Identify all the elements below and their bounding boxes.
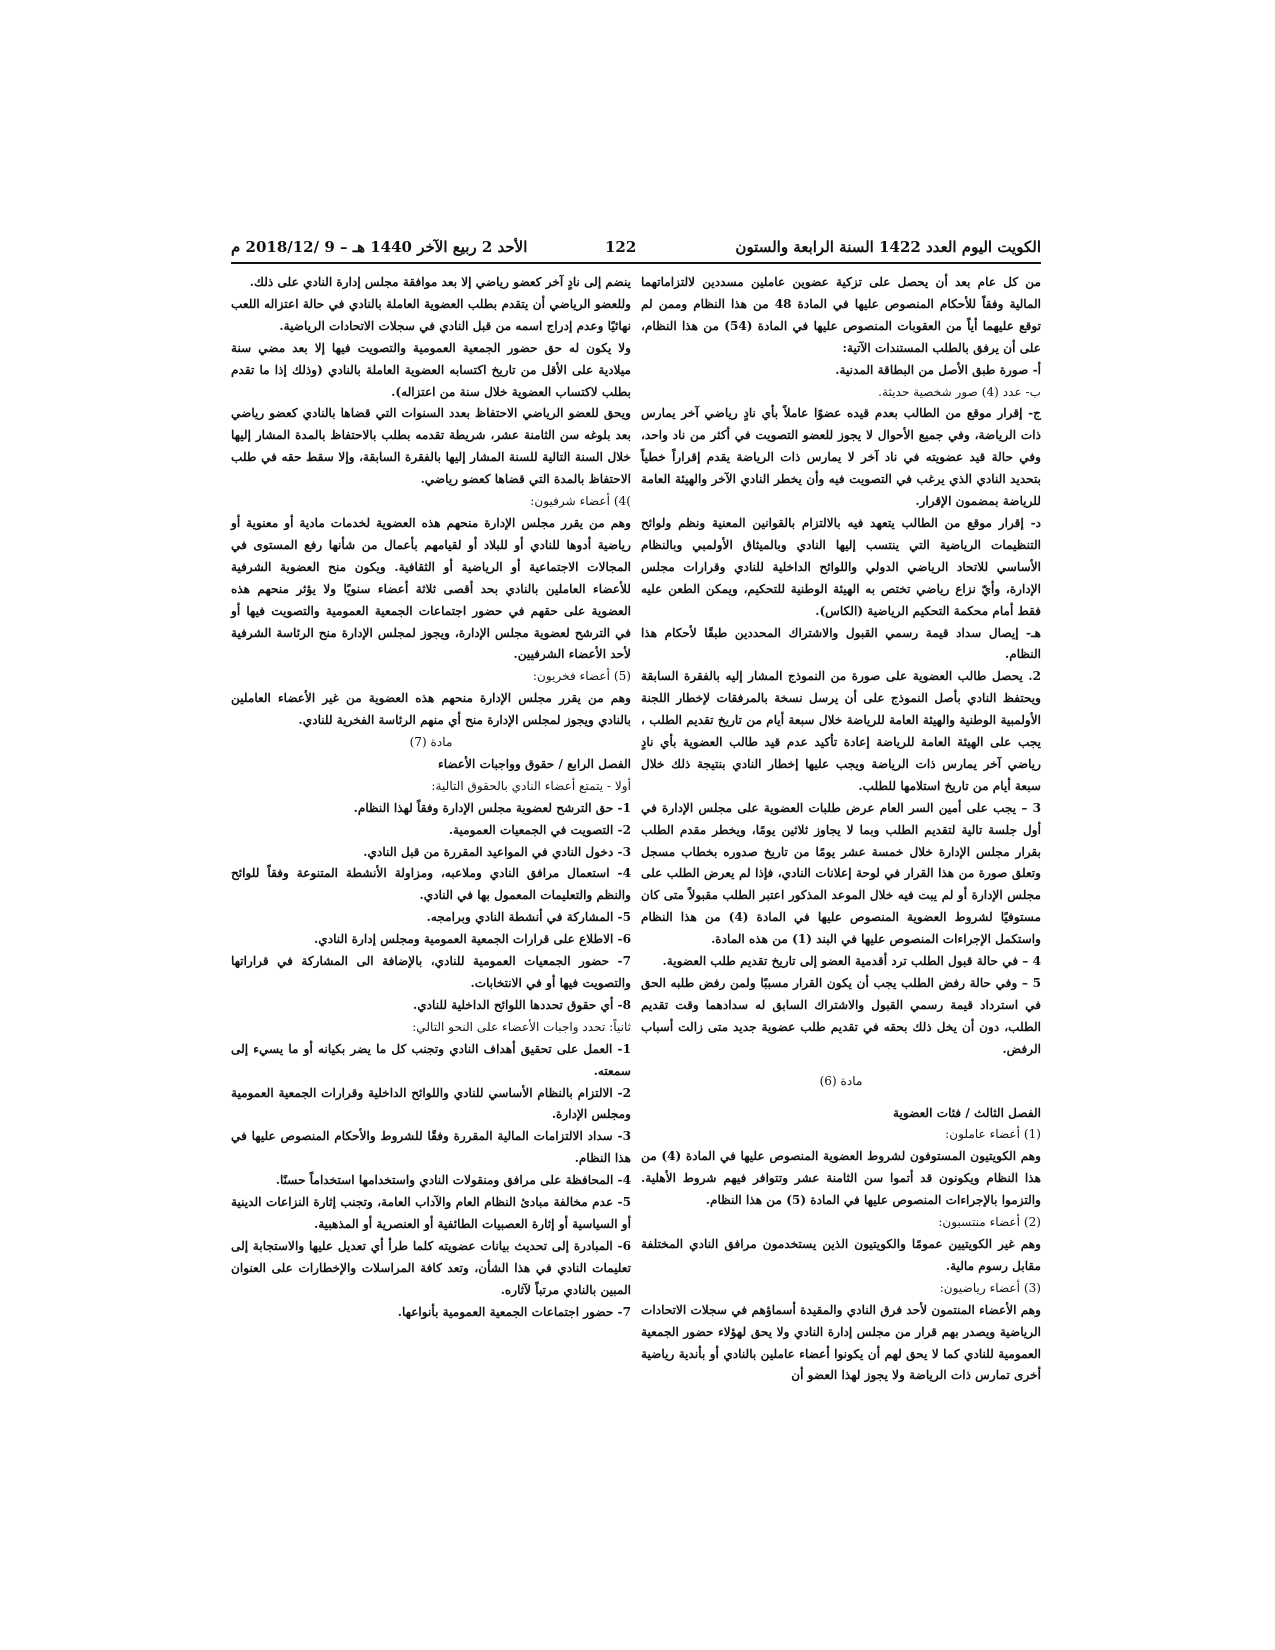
paragraph: (2) أعضاء منتسبون:: [938, 1215, 1041, 1230]
paragraph: 7- حضور اجتماعات الجمعية العمومية بأنواعها.: [397, 1304, 631, 1319]
page-number: 122: [605, 238, 637, 256]
paragraph: 2- الالتزام بالنظام الأساسي للنادي واللوائح الداخلية وقرارات الجمعية العمومية ومجلس الإدارة.: [231, 1085, 631, 1122]
paragraph: ثانياً: تحدد واجبات الأعضاء على النحو التالي:: [412, 1019, 631, 1034]
paragraph: من كل عام بعد أن يحصل على تزكية عضوين عاملين مسددين لالتزاماتهما المالية وفقاً للأحكام المنصوص عليها في المادة 48 من هذا النظام وممن لم توقع عليهما أياً من العقوبات المنصوص عليها في المادة (54) من هذا النظام، على أن يرفق بالطلب المستندات الآتية:: [641, 275, 1042, 355]
paragraph: أ- صورة طبق الأصل من البطاقة المدنية.: [835, 362, 1041, 377]
left-column: [231, 272, 631, 1324]
paragraph: (1) أعضاء عاملون:: [945, 1127, 1041, 1142]
paragraph: 8- أي حقوق تحددها اللوائح الداخلية للنادي.: [412, 997, 631, 1012]
paragraph: د- إقرار موقع من الطالب يتعهد فيه بالالتزام بالقوانين المعنية ونظم ولوائح التنظيمات الرياضية التي ينتسب إليها النادي وبالميثاق الأولمبي وبالنظام الأساسي للاتحاد الرياضي الدولي واللوائح الداخلية للنادي وقرارات مجلس الإدارة، وأيّ نزاع رياضي تختص به الهيئة الوطنية للتحكيم، ويمكن الطعن عليه فقط أمام محكمة التحكيم الرياضية (الكاس).: [641, 515, 1041, 618]
paragraph: ولا يكون له حق حضور الجمعية العمومية والتصويت فيها إلا بعد مضي سنة ميلادية على الأقل من تاريخ اكتسابه العضوية العاملة بالنادي (وذلك إذا ما تقدم بطلب لاكتساب العضوية خلال سنة من اعتزاله).: [231, 340, 631, 399]
paragraph: ج- إقرار موقع من الطالب بعدم قيده عضوًا عاملاً بأي نادٍ رياضي آخر يمارس ذات الرياضة، وفي جميع الأحوال لا يجوز للعضو التصويت في أكثر من ناد واحد، وفي حالة قيد عضويته في ناد آخر لا يمارس ذات الرياضة يقدم إقراراً خطياً بتحديد النادي الذي يرغب في التصويت فيه وأن يخطر النادي الآخر والهيئة العامة للرياضة بمضمون الإقرار.: [641, 406, 1041, 509]
paragraph: (5) أعضاء فخريون:: [532, 669, 631, 684]
issue-date: الأحد 2 ربيع الآخر 1440 هـ – 9 /2018/12 م: [231, 238, 528, 256]
paragraph: 7- حضور الجمعيات العمومية للنادي، بالإضافة الى المشاركة في قراراتها والتصويت فيها أو في الانتخابات.: [231, 954, 631, 990]
paragraph: مادة (7): [409, 735, 453, 750]
paragraph: 1- حق الترشح لعضوية مجلس الإدارة وفقاً لهذا النظام.: [353, 800, 631, 815]
paragraph: ب- عدد (4) صور شخصية حديثة.: [878, 384, 1041, 399]
paragraph: ويحق للعضو الرياضي الاحتفاظ بعدد السنوات التي قضاها بالنادي كعضو رياضي بعد بلوغه سن الثامنة عشر، شريطة تقدمه بطلب بالاحتفاظ بالمدة المشار إليها خلال السنة التالية للسنة المشار إليها بالفقرة السابقة، وإلا سقط حقه في طلب الاحتفاظ بالمدة التي قضاها كعضو رياضي.: [231, 406, 631, 487]
paragraph: هـ- إيصال سداد قيمة رسمي القبول والاشتراك المحددين طبقًا لأحكام هذا النظام.: [641, 625, 1041, 662]
paragraph: 6- الاطلاع على قرارات الجمعية العمومية ومجلس إدارة النادي.: [314, 932, 631, 947]
gazette-title: الكويت اليوم العدد 1422 السنة الرابعة والستون: [735, 238, 1041, 256]
paragraph: 5- المشاركة في أنشطة النادي وبرامجه.: [426, 910, 631, 925]
paragraph: 2- التصويت في الجمعيات العمومية.: [448, 822, 631, 837]
paragraph: 4- استعمال مرافق النادي وملاعبه، ومزاولة الأنشطة المتنوعة وفقاً للوائح والنظم والتعليمات المعمول بها في النادي.: [231, 866, 631, 903]
page-header: [231, 236, 1041, 264]
paragraph: الفصل الرابع / حقوق وواجبات الأعضاء: [438, 756, 631, 771]
paragraph: وهم من يقرر مجلس الإدارة منحهم هذه العضوية من غير الأعضاء العاملين بالنادي ويجوز لمجلس الإدارة منح أي منهم الرئاسة الفخرية للنادي.: [231, 691, 631, 728]
paragraph: 4 – في حالة قبول الطلب ترد أقدمية العضو إلى تاريخ تقديم طلب العضوية.: [662, 954, 1041, 969]
paragraph: ينضم إلى نادٍ آخر كعضو رياضي إلا بعد موافقة مجلس إدارة النادي على ذلك.: [249, 275, 631, 289]
paragraph: وهم الكويتيون المستوفون لشروط العضوية المنصوص عليها في المادة (4) من هذا النظام ويكونون قد أتموا سن الثامنة عشر وتتوافر فيهم شروط الأهلية. والتزموا بالإجراءات المنصوص عليها في المادة (5) من هذا النظام.: [641, 1149, 1041, 1208]
paragraph: وهم من يقرر مجلس الإدارة منحهم هذه العضوية لخدمات مادية أو معنوية أو رياضية أدوها للنادي أو للبلاد أو لقيامهم بأعمال من شأنها رفع المستوى في المجالات الاجتماعية أو الرياضية أو الثقافية. ويكون منح العضوية الشرفية للأعضاء العاملين بالنادي بحد أقصى ثلاثة أعضاء سنويًا ولا يؤثر منحهم هذه العضوية على حقهم في حضور اجتماعات الجمعية العمومية والتصويت فيها أو في الترشح لعضوية مجلس الإدارة، ويجوز لمجلس الإدارة منح الرئاسة الشرفية لأحد الأعضاء الشرفيين.: [231, 515, 631, 662]
paragraph: 4- المحافظة على مرافق ومنقولات النادي واستخدامها استخداماً حسنًا.: [275, 1173, 631, 1188]
paragraph: 5 – وفي حالة رفض الطلب يجب أن يكون القرار مسببًا ولمن رفض طلبه الحق في استرداد قيمة رسمي القبول والاشتراك السابق له سدادهما وقت تقديم الطلب، دون أن يخل ذلك بحقه في تقديم طلب عضوية جديد متى زالت أسباب الرفض.: [641, 976, 1041, 1056]
paragraph: )4) أعضاء شرفيون:: [530, 494, 631, 509]
paragraph: الفصل الثالث / فئات العضوية: [893, 1105, 1041, 1120]
paragraph: 5- عدم مخالفة مبادئ النظام العام والآداب العامة، وتجنب إثارة النزاعات الدينية أو السياسية أو إثارة العصبيات الطائفية أو العنصرية أو المذهبية.: [231, 1195, 631, 1231]
paragraph: 2. يحصل طالب العضوية على صورة من النموذج المشار إليه بالفقرة السابقة ويحتفظ النادي بأصل النموذج على أن يرسل نسخة بالمرفقات لإخطار اللجنة الأولمبية الوطنية والهيئة العامة للرياضة خلال سبعة أيام من تاريخ تقديم الطلب ، يجب على الهيئة العامة للرياضة إعادة تأكيد عدم قيد طالب العضوية بأي نادٍ رياضي آخر يمارس ذات الرياضة ويجب عليها إخطار النادي بنتيجة ذلك خلال سبعة أيام من تاريخ استلامها للطلب.: [641, 669, 1041, 793]
paragraph: 3- سداد الالتزامات المالية المقررة وفقًا للشروط والأحكام المنصوص عليها في هذا النظام.: [231, 1129, 631, 1166]
right-column: [641, 272, 1041, 1387]
paragraph: مادة (6): [819, 1073, 863, 1088]
paragraph: 3 – يجب على أمين السر العام عرض طلبات العضوية على مجلس الإدارة في أول جلسة تالية لتقديم الطلب وبما لا يجاوز ثلاثين يومًا، ويخطر مقدم الطلب بقرار مجلس الإدارة خلال خمسة عشر يومًا من تاريخ صدوره بخطاب مسجل وتعلق صورة من هذا القرار في لوحة إعلانات النادي، فإذا لم يعرض الطلب على مجلس الإدارة أو لم يبت فيه خلال الموعد المذكور اعتبر الطلب مقبولاً متى كان مستوفيًا لشروط العضوية المنصوص عليها في المادة (4) من هذا النظام واستكمل الإجراءات المنصوص عليها في البند (1) من هذه المادة.: [641, 800, 1041, 947]
paragraph: 3- دخول النادي في المواعيد المقررة من قبل النادي.: [363, 844, 631, 859]
paragraph: (3) أعضاء رياضيون:: [939, 1280, 1041, 1295]
paragraph: 6- المبادرة إلى تحديث بيانات عضويته كلما طرأ أي تعديل عليها والاستجابة إلى تعليمات النادي في هذا الشأن، وتعد كافة المراسلات والإخطارات على العنوان المبين بالنادي مرتباً لآثاره.: [231, 1238, 631, 1297]
paragraph: وهم غير الكويتيين عمومًا والكويتيون الذين يستخدمون مرافق النادي المختلفة مقابل رسوم مالية.: [641, 1236, 1041, 1273]
paragraph: 1- العمل على تحقيق أهداف النادي وتجنب كل ما يضر بكيانه أو ما يسيء إلى سمعته.: [231, 1041, 631, 1078]
paragraph: أولا - يتمتع أعضاء النادي بالحقوق التالية:: [431, 778, 631, 793]
paragraph: وللعضو الرياضي أن يتقدم بطلب العضوية العاملة بالنادي في حالة اعتزاله اللعب نهائيًا وعدم إدراج اسمه من قبل النادي في سجلات الاتحادات الرياضية.: [231, 296, 631, 333]
paragraph: وهم الأعضاء المنتمون لأحد فرق النادي والمقيدة أسماؤهم في سجلات الاتحادات الرياضية ويصدر بهم قرار من مجلس إدارة النادي ولا يحق لهؤلاء حضور الجمعية العمومية للنادي كما لا يحق لهم أن يكونوا أعضاء عاملين بالنادي أو بأندية رياضية أخرى تمارس ذات الرياضة ولا يجوز لهذا العضو أن: [641, 1302, 1041, 1383]
